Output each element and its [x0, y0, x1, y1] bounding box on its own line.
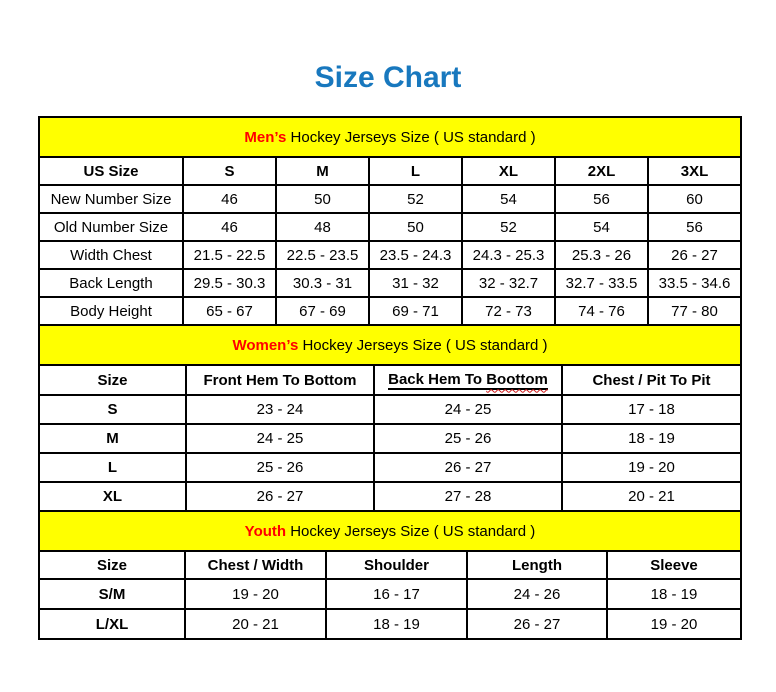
row-label: Old Number Size: [39, 213, 183, 241]
size-cell: 67 - 69: [276, 297, 369, 325]
size-cell: 23.5 - 24.3: [369, 241, 462, 269]
size-cell: 26 - 27: [374, 453, 562, 482]
row-label: Width Chest: [39, 241, 183, 269]
size-cell: 17 - 18: [562, 395, 741, 424]
womens-section-header: [39, 325, 741, 365]
mens-column-header-row: [39, 157, 741, 185]
size-cell: 52: [369, 185, 462, 213]
column-header: Shoulder: [326, 551, 467, 579]
size-cell: 65 - 67: [183, 297, 276, 325]
size-cell: 33.5 - 34.6: [648, 269, 741, 297]
column-header: S: [183, 157, 276, 185]
row-label: XL: [39, 482, 186, 511]
size-cell: 19 - 20: [607, 609, 741, 639]
size-cell: 19 - 20: [185, 579, 326, 609]
size-cell: 54: [555, 213, 648, 241]
mens-section-title-rest: Hockey Jerseys Size ( US standard ): [286, 128, 536, 146]
mens-section-header: [39, 117, 741, 157]
table-row: [39, 213, 741, 241]
table-row: [39, 482, 741, 511]
size-cell: 69 - 71: [369, 297, 462, 325]
column-header-back-hem: [374, 365, 562, 395]
youth-section-header-row: [39, 511, 741, 551]
size-cell: 26 - 27: [467, 609, 607, 639]
row-label: L: [39, 453, 186, 482]
size-cell: 20 - 21: [562, 482, 741, 511]
table-row: [39, 297, 741, 325]
size-cell: 32 - 32.7: [462, 269, 555, 297]
size-cell: 56: [555, 185, 648, 213]
size-cell: 31 - 32: [369, 269, 462, 297]
size-cell: 24 - 25: [186, 424, 374, 453]
table-row: [39, 241, 741, 269]
size-cell: 22.5 - 23.5: [276, 241, 369, 269]
column-header: 3XL: [648, 157, 741, 185]
table-row: [39, 453, 741, 482]
row-label: New Number Size: [39, 185, 183, 213]
row-label: Body Height: [39, 297, 183, 325]
column-header: Length: [467, 551, 607, 579]
size-cell: 46: [183, 213, 276, 241]
size-cell: 25 - 26: [186, 453, 374, 482]
size-cell: 52: [462, 213, 555, 241]
size-cell: 19 - 20: [562, 453, 741, 482]
size-cell: 20 - 21: [185, 609, 326, 639]
row-label: S: [39, 395, 186, 424]
size-cell: 23 - 24: [186, 395, 374, 424]
column-header: Sleeve: [607, 551, 741, 579]
youth-section-header: [39, 511, 741, 551]
table-row: [39, 269, 741, 297]
column-header: 2XL: [555, 157, 648, 185]
mens-size-table: [38, 116, 742, 326]
womens-section-header-row: [39, 325, 741, 365]
youth-section-highlight: Youth: [244, 522, 287, 540]
size-cell: 32.7 - 33.5: [555, 269, 648, 297]
row-label: M: [39, 424, 186, 453]
size-cell: 54: [462, 185, 555, 213]
size-cell: 50: [369, 213, 462, 241]
size-cell: 50: [276, 185, 369, 213]
size-cell: 27 - 28: [374, 482, 562, 511]
column-header: Size: [39, 365, 186, 395]
size-cell: 29.5 - 30.3: [183, 269, 276, 297]
size-cell: 16 - 17: [326, 579, 467, 609]
column-header: Chest / Width: [185, 551, 326, 579]
underlined-text: [388, 371, 548, 390]
womens-section-highlight: Women’s: [232, 336, 299, 354]
size-cell: 21.5 - 22.5: [183, 241, 276, 269]
size-cell: 46: [183, 185, 276, 213]
column-header: Size: [39, 551, 185, 579]
size-cell: 48: [276, 213, 369, 241]
size-cell: 26 - 27: [648, 241, 741, 269]
womens-size-table: [38, 324, 742, 512]
size-cell: 60: [648, 185, 741, 213]
womens-column-header-row: [39, 365, 741, 395]
column-header: Chest / Pit To Pit: [562, 365, 741, 395]
youth-column-header-row: [39, 551, 741, 579]
size-cell: 25.3 - 26: [555, 241, 648, 269]
youth-section-title-rest: Hockey Jerseys Size ( US standard ): [286, 522, 536, 540]
size-cell: 72 - 73: [462, 297, 555, 325]
table-row: [39, 424, 741, 453]
table-row: [39, 395, 741, 424]
size-cell: 24.3 - 25.3: [462, 241, 555, 269]
size-cell: 18 - 19: [562, 424, 741, 453]
size-cell: 24 - 25: [374, 395, 562, 424]
size-cell: 30.3 - 31: [276, 269, 369, 297]
size-cell: 24 - 26: [467, 579, 607, 609]
womens-section-title-rest: Hockey Jerseys Size ( US standard ): [298, 336, 548, 354]
youth-size-table: [38, 510, 742, 640]
mens-section-header-row: [39, 117, 741, 157]
size-cell: 18 - 19: [607, 579, 741, 609]
row-label: Back Length: [39, 269, 183, 297]
size-chart-tables: [38, 116, 740, 640]
table-row: [39, 185, 741, 213]
mens-section-highlight: Men’s: [244, 128, 287, 146]
column-header: US Size: [39, 157, 183, 185]
row-label: S/M: [39, 579, 185, 609]
column-header: M: [276, 157, 369, 185]
back-hem-misspelled-word: Boottom: [486, 370, 548, 388]
size-cell: 18 - 19: [326, 609, 467, 639]
column-header: L: [369, 157, 462, 185]
back-hem-prefix: Back Hem To: [388, 370, 483, 388]
page-title: Size Chart: [314, 61, 462, 94]
size-cell: 74 - 76: [555, 297, 648, 325]
size-cell: 26 - 27: [186, 482, 374, 511]
table-row: [39, 609, 741, 639]
column-header: Front Hem To Bottom: [186, 365, 374, 395]
size-cell: 25 - 26: [374, 424, 562, 453]
column-header: XL: [462, 157, 555, 185]
row-label: L/XL: [39, 609, 185, 639]
size-cell: 77 - 80: [648, 297, 741, 325]
table-row: [39, 579, 741, 609]
size-cell: 56: [648, 213, 741, 241]
